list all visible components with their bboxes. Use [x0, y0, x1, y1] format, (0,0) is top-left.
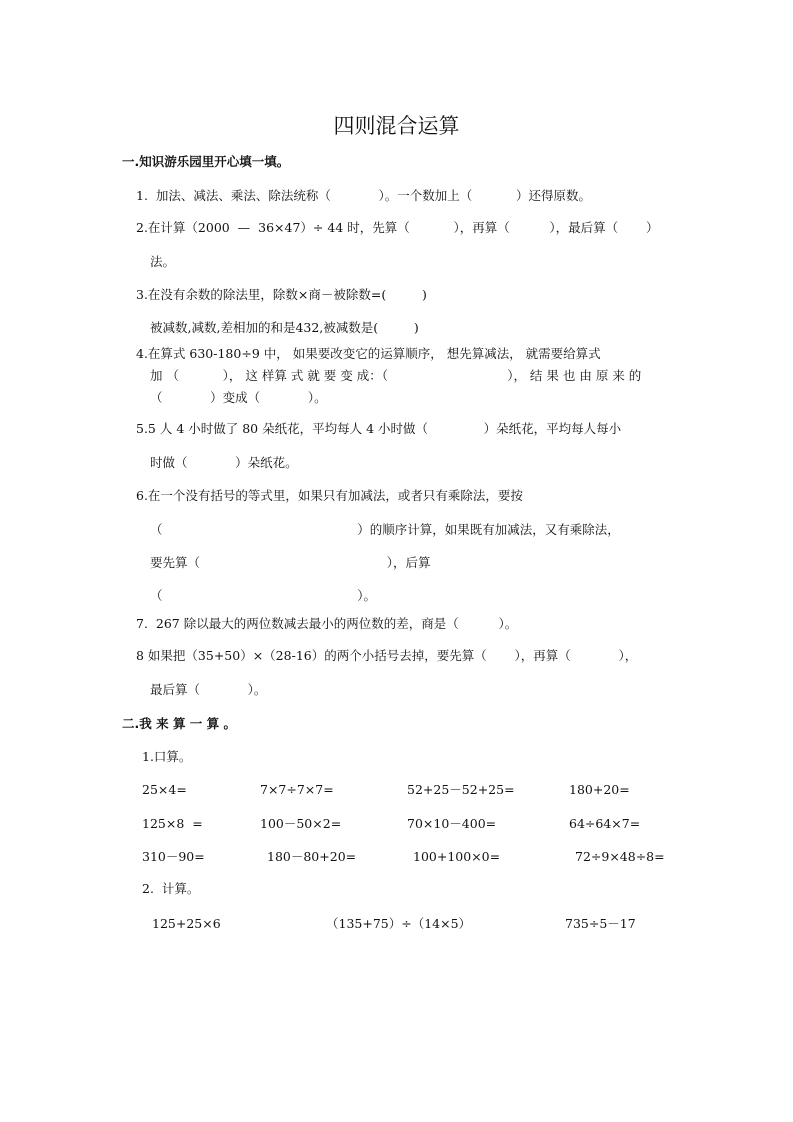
- question-3-line-2: 被减数,减数,差相加的和是432,被减数是( ): [150, 320, 419, 335]
- oral-item: 125×8 =: [142, 816, 203, 831]
- oral-item: 180+20=: [569, 782, 630, 797]
- calc-title: 2. 计算。: [142, 881, 200, 896]
- oral-item: 310－90=: [142, 849, 205, 864]
- oral-item: 64÷64×7=: [569, 816, 641, 831]
- question-2-line-1: 2.在计算（2000 — 36×47）÷ 44 时，先算（ ），再算（ ），最后算（ ）: [136, 220, 659, 235]
- oral-item: 52+25－52+25=: [407, 782, 515, 797]
- question-8-line-1: 8 如果把（35+50）×（28-16）的两个小括号去掉，要先算（ ），再算（ ），: [136, 648, 638, 663]
- question-4-line-1: 4.在算式 630-180÷9 中， 如果要改变它的运算顺序， 想先算减法， 就需要给算式: [136, 346, 601, 361]
- oral-item: 72÷9×48÷8=: [575, 849, 665, 864]
- section-1-heading: 一.知识游乐园里开心填一填。: [122, 154, 290, 169]
- oral-item: 25×4=: [142, 782, 187, 797]
- question-6-line-2: （ ）的顺序计算，如果既有加减法，又有乘除法，: [150, 522, 620, 537]
- oral-item: 70×10－400=: [407, 816, 497, 831]
- question-7: 7. 267 除以最大的两位数减去最小的两位数的差，商是（ ）。: [136, 616, 518, 631]
- question-8-line-2: 最后算（ ）。: [150, 682, 267, 697]
- oral-item: 100+100×0=: [413, 849, 501, 864]
- question-6-line-1: 6.在一个没有括号的等式里，如果只有加减法，或者只有乘除法，要按: [136, 488, 523, 503]
- calc-item: 125+25×6: [152, 916, 221, 931]
- question-3-line-1: 3.在没有余数的除法里，除数×商－被除数=( ): [136, 287, 427, 302]
- question-1: 1. 加法、减法、乘法、除法统称（ ）。一个数加上（ ）还得原数。: [136, 188, 592, 203]
- oral-item: 100－50×2=: [260, 816, 342, 831]
- calc-item: 735÷5－17: [565, 916, 636, 931]
- page-title: 四则混合运算: [333, 114, 460, 138]
- oral-calc-title: 1.口算。: [142, 749, 192, 764]
- question-5-line-1: 5.5 人 4 小时做了 80 朵纸花，平均每人 4 小时做（ ）朵纸花，平均每人每小: [136, 421, 622, 436]
- section-2-heading: 二.我 来 算 一 算 。: [122, 716, 237, 731]
- oral-item: 7×7÷7×7=: [260, 782, 334, 797]
- question-4-line-3: （ ）变成（ ）。: [150, 390, 327, 405]
- calc-item: （135+75）÷（14×5）: [326, 916, 472, 931]
- question-4-line-2: 加 （ ）， 这 样算 式 就 要 变 成：（ ）， 结 果 也 由 原 来 的: [150, 368, 642, 383]
- question-2-line-2: 法。: [150, 254, 176, 269]
- oral-item: 180－80+20=: [267, 849, 357, 864]
- question-6-line-4: （ ）。: [150, 588, 376, 603]
- question-5-line-2: 时做（ ）朵纸花。: [150, 455, 298, 470]
- question-6-line-3: 要先算（ ），后算: [150, 555, 431, 570]
